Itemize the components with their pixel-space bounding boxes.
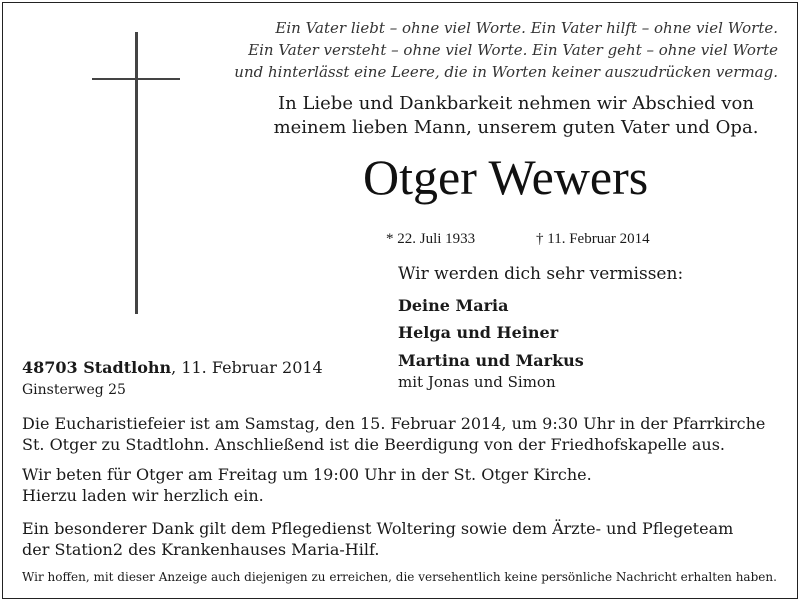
intro-line-1: In Liebe und Dankbarkeit nehmen wir Abschied von	[278, 93, 754, 114]
body-line-4: Hierzu laden wir herzlich ein.	[22, 486, 264, 505]
family-member: Martina und Markus	[398, 351, 584, 370]
poem-line-3: und hinterlässt eine Leere, die in Worten keiner auszudrücken vermag.	[234, 63, 778, 81]
family-member: Deine Maria	[398, 296, 509, 315]
poem-line-2: Ein Vater versteht – ohne viel Worte. Ein Vater geht – ohne viel Worte	[248, 41, 778, 59]
family-member: Helga und Heiner	[398, 323, 559, 342]
location-street: Ginsterweg 25	[22, 382, 126, 398]
cross-icon	[135, 32, 138, 314]
cross-icon-bar	[92, 78, 180, 80]
footer-note: Wir hoffen, mit dieser Anzeige auch diejenigen zu erreichen, die versehentlich keine persönliche Nachricht erhalten haben.	[22, 570, 777, 584]
intro-line-2: meinem lieben Mann, unserem guten Vater und Opa.	[273, 117, 759, 138]
location-line	[22, 358, 323, 377]
location-date: , 11. Februar 2014	[171, 358, 323, 377]
poem-line-1: Ein Vater liebt – ohne viel Worte. Ein Vater hilft – ohne viel Worte.	[275, 19, 778, 37]
deceased-name: Otger Wewers	[363, 149, 649, 205]
miss-line: Wir werden dich sehr vermissen:	[398, 264, 684, 284]
birth-date: * 22. Juli 1933	[386, 231, 476, 247]
family-sub: mit Jonas und Simon	[398, 373, 556, 391]
body-line-6: der Station2 des Krankenhauses Maria-Hilf.	[22, 540, 380, 559]
body-line-1: Die Eucharistiefeier ist am Samstag, den 15. Februar 2014, um 9:30 Uhr in der Pfarrkirche	[22, 414, 766, 433]
body-line-5: Ein besonderer Dank gilt dem Pflegedienst Woltering sowie dem Ärzte- und Pflegeteam	[22, 519, 734, 538]
location-place: 48703 Stadtlohn	[22, 358, 172, 377]
death-date: † 11. Februar 2014	[536, 231, 650, 247]
body-line-2: St. Otger zu Stadtlohn. Anschließend ist die Beerdigung von der Friedhofskapelle aus.	[22, 435, 726, 454]
body-line-3: Wir beten für Otger am Freitag um 19:00 Uhr in der St. Otger Kirche.	[22, 465, 592, 484]
